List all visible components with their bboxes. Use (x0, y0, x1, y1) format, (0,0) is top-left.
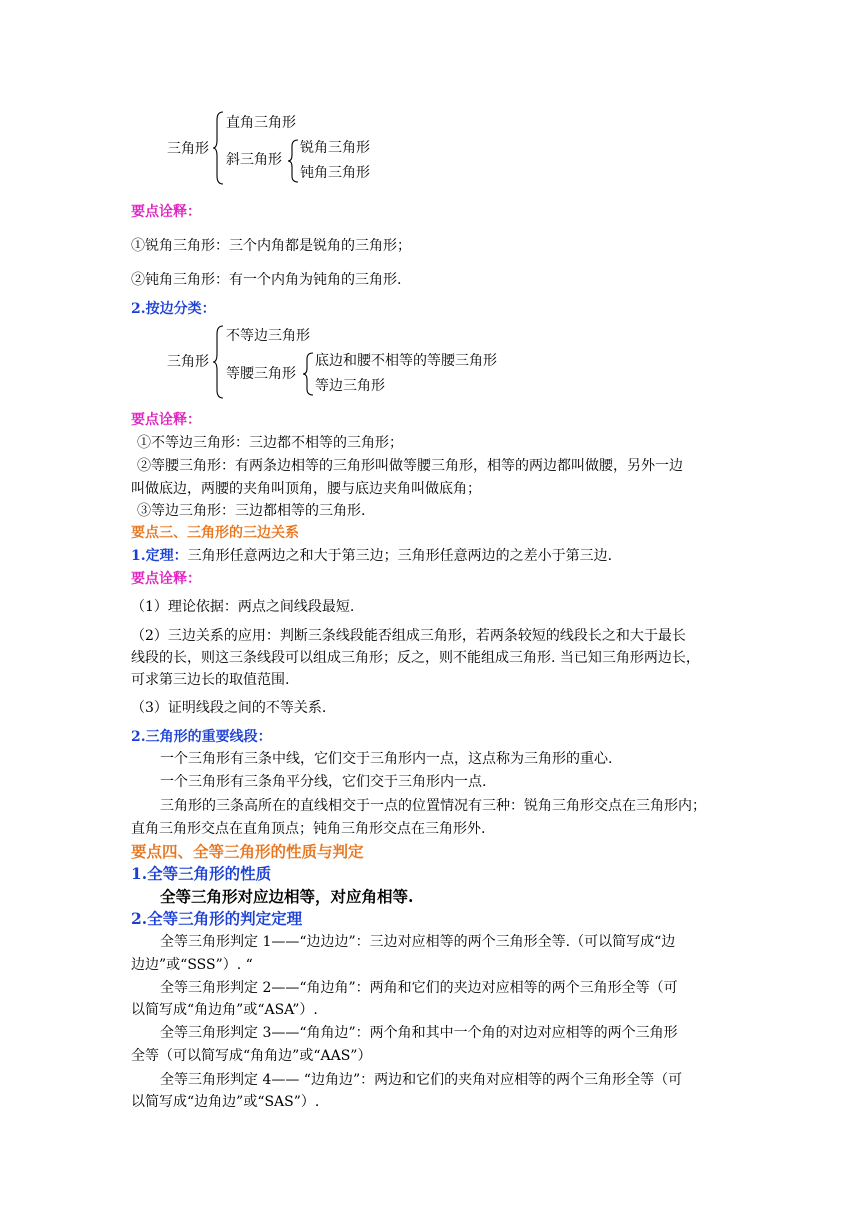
segments-heading: 2.三角形的重要线段： (131, 729, 272, 745)
note1-title: 要点诠释： (131, 204, 201, 220)
point3-heading: 要点三、三角形的三边关系 (131, 525, 299, 541)
diagram1-branch2: 斜三角形 (226, 152, 282, 168)
note2-line1: ①不等边三角形：三边都不相等的三角形； (137, 435, 403, 451)
point3-item1: （1）理论依据：两点之间线段最短. (131, 599, 355, 615)
diagram2-branch1: 不等边三角形 (226, 328, 310, 344)
diagram2-branch2: 等腰三角形 (226, 366, 296, 382)
rule2-line-b: 以简写成“角边角”或“ASA”）. (131, 1002, 318, 1018)
segments-line1: 一个三角形有三条中线，它们交于三角形内一点，这点称为三角形的重心. (160, 751, 613, 767)
point4-sub1: 1.全等三角形的性质 (131, 864, 272, 883)
diagram2-sub2: 等边三角形 (315, 378, 385, 394)
note1-line1: ①锐角三角形：三个内角都是锐角的三角形； (131, 238, 411, 254)
diagram1-brace-sub (288, 138, 300, 184)
diagram2-brace-sub (303, 351, 315, 397)
diagram1-branch1: 直角三角形 (226, 115, 296, 131)
rule1-line-a: 全等三角形判定 1——“边边边”：三边对应相等的两个三角形全等.（可以简写成“边 (160, 934, 676, 950)
diagram1-root: 三角形 (167, 141, 209, 157)
rule3-line-b: 全等（可以简写成“角角边”或“AAS”） (131, 1048, 372, 1064)
rule3-line-a: 全等三角形判定 3——“角角边”：两个角和其中一个角的对边对应相等的两个三角形 (160, 1025, 678, 1041)
segments-line3a: 三角形的三条高所在的直线相交于一点的位置情况有三种：锐角三角形交点在三角形内； (160, 798, 706, 814)
diagram2-brace-main (213, 324, 225, 400)
diagram1-sub2: 钝角三角形 (300, 165, 370, 181)
diagram2-root: 三角形 (167, 354, 209, 370)
diagram2-sub1: 底边和腰不相等的等腰三角形 (315, 353, 497, 369)
point3-definition-label: 1.定理： (131, 548, 188, 564)
note2-title: 要点诠释： (131, 412, 201, 428)
rule2-line-a: 全等三角形判定 2——“角边角”：两角和它们的夹边对应相等的两个三角形全等（可 (160, 980, 678, 996)
point3-item2a: （2）三边关系的应用：判断三条线段能否组成三角形，若两条较短的线段长之和大于最长 (131, 628, 686, 644)
rule4-line-b: 以简写成“边角边”或“SAS”）. (131, 1094, 320, 1110)
point3-item3: （3）证明线段之间的不等关系. (131, 700, 327, 716)
point3-definition (131, 547, 612, 565)
diagram1-brace-main (213, 110, 225, 186)
rule1-line-b: 边边”或“SSS”）. “ (131, 957, 253, 973)
point4-heading: 要点四、全等三角形的性质与判定 (131, 842, 364, 861)
point4-sub1-text: 全等三角形对应边相等，对应角相等. (160, 887, 414, 906)
point4-sub2: 2.全等三角形的判定定理 (131, 909, 303, 928)
point3-item2c: 可求第三边长的取值范围. (131, 672, 290, 688)
section2-heading: 2.按边分类： (131, 301, 216, 317)
segments-line2: 一个三角形有三条角平分线，它们交于三角形内一点. (160, 774, 487, 790)
note2-line2a: ②等腰三角形：有两条边相等的三角形叫做等腰三角形，相等的两边都叫做腰，另外一边 (137, 458, 683, 474)
diagram1-sub1: 锐角三角形 (300, 140, 370, 156)
segments-line3b: 直角三角形交点在直角顶点；钝角三角形交点在三角形外. (131, 821, 486, 837)
point3-item2b: 线段的长，则这三条线段可以组成三角形；反之，则不能组成三角形. 当已知三角形两边长， (131, 650, 700, 666)
rule4-line-a: 全等三角形判定 4—— “边角边”：两边和它们的夹角对应相等的两个三角形全等（可 (160, 1072, 683, 1088)
note2-line3: ③等边三角形：三边都相等的三角形. (137, 503, 366, 519)
note1-line2: ②钝角三角形：有一个内角为钝角的三角形. (131, 272, 402, 288)
note2-line2b: 叫做底边，两腰的夹角叫顶角，腰与底边夹角叫做底角； (131, 481, 481, 497)
point3-note-title: 要点诠释： (131, 571, 201, 587)
point3-definition-text: 三角形任意两边之和大于第三边；三角形任意两边的之差小于第三边. (187, 548, 613, 564)
